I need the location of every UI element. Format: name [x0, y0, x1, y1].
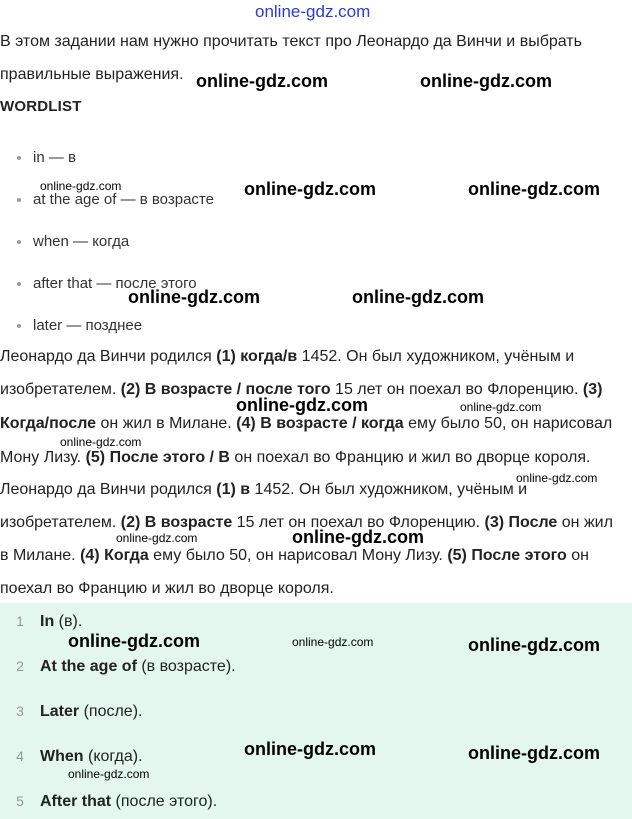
wordlist-item: in — в: [17, 149, 76, 166]
bullet-icon: [17, 282, 21, 286]
watermark: online-gdz.com: [60, 435, 142, 449]
answer-number: 2: [16, 658, 24, 674]
bullet-icon: [17, 198, 21, 202]
wordlist-item: when — когда: [17, 233, 129, 250]
bullet-icon: [17, 156, 21, 160]
solution-line-1: Леонардо да Винчи родился (1) в 1452. Он был художником, учёным и: [0, 481, 528, 498]
watermark: online-gdz.com: [468, 179, 600, 199]
solution-line-2: изобретателем. (2) В возрасте 15 лет он поехал во Флоренцию. (3) После он жил: [0, 514, 613, 531]
wordlist-item: later — позднее: [17, 317, 142, 334]
watermark: online-gdz.com: [352, 287, 484, 307]
watermark-top: online-gdz.com: [255, 2, 371, 21]
answer-number: 4: [16, 748, 24, 764]
watermark: online-gdz.com: [236, 395, 368, 415]
watermark: online-gdz.com: [68, 631, 200, 651]
watermark: online-gdz.com: [68, 767, 150, 781]
answer-item: 1 In (в).: [0, 613, 82, 631]
watermark: online-gdz.com: [468, 743, 600, 763]
wordlist-heading: WORDLIST: [0, 98, 82, 115]
intro-line-1: В этом задании нам нужно прочитать текст про Леонардо да Винчи и выбрать: [0, 33, 582, 50]
wordlist-item: at the age of — в возрасте: [17, 191, 214, 208]
answer-item: 5 After that (после этого).: [0, 793, 217, 811]
watermark: online-gdz.com: [420, 71, 552, 91]
answer-number: 3: [16, 703, 24, 719]
watermark: online-gdz.com: [196, 71, 328, 91]
solution-line-4: поехал во Францию и жил во дворце короля.: [0, 580, 334, 597]
answer-item: 2 At the age of (в возрасте).: [0, 658, 236, 676]
solution-line-3: в Милане. (4) Когда ему было 50, он нарисовал Мону Лизу. (5) После этого он: [0, 547, 590, 564]
task-line-4: Мону Лизу. (5) После этого / В он поехал во Францию и жил во дворце короля.: [0, 449, 591, 466]
answer-item: 3 Later (после).: [0, 703, 142, 721]
answer-number: 1: [16, 613, 24, 629]
bullet-icon: [17, 240, 21, 244]
watermark: online-gdz.com: [128, 287, 260, 307]
watermark: online-gdz.com: [292, 635, 374, 649]
watermark: online-gdz.com: [40, 179, 122, 193]
task-line-2: изобретателем. (2) В возрасте / после того 15 лет он поехал во Флоренцию. (3): [0, 381, 603, 398]
watermark: online-gdz.com: [468, 635, 600, 655]
task-line-1: Леонардо да Винчи родился (1) когда/в 1452. Он был художником, учёным и: [0, 348, 575, 365]
answer-number: 5: [16, 793, 24, 809]
watermark: online-gdz.com: [244, 179, 376, 199]
watermark: online-gdz.com: [292, 527, 424, 547]
intro-line-2: правильные выражения.: [0, 66, 184, 83]
watermark: online-gdz.com: [516, 471, 598, 485]
watermark: online-gdz.com: [244, 739, 376, 759]
answer-item: 4 When (когда).: [0, 748, 143, 766]
task-line-3: Когда/после он жил в Милане. (4) В возрасте / когда ему было 50, он нарисовал: [0, 415, 613, 432]
bullet-icon: [17, 324, 21, 328]
watermark: online-gdz.com: [116, 531, 198, 545]
watermark: online-gdz.com: [460, 400, 542, 414]
wordlist-item: after that — после этого: [17, 275, 197, 292]
